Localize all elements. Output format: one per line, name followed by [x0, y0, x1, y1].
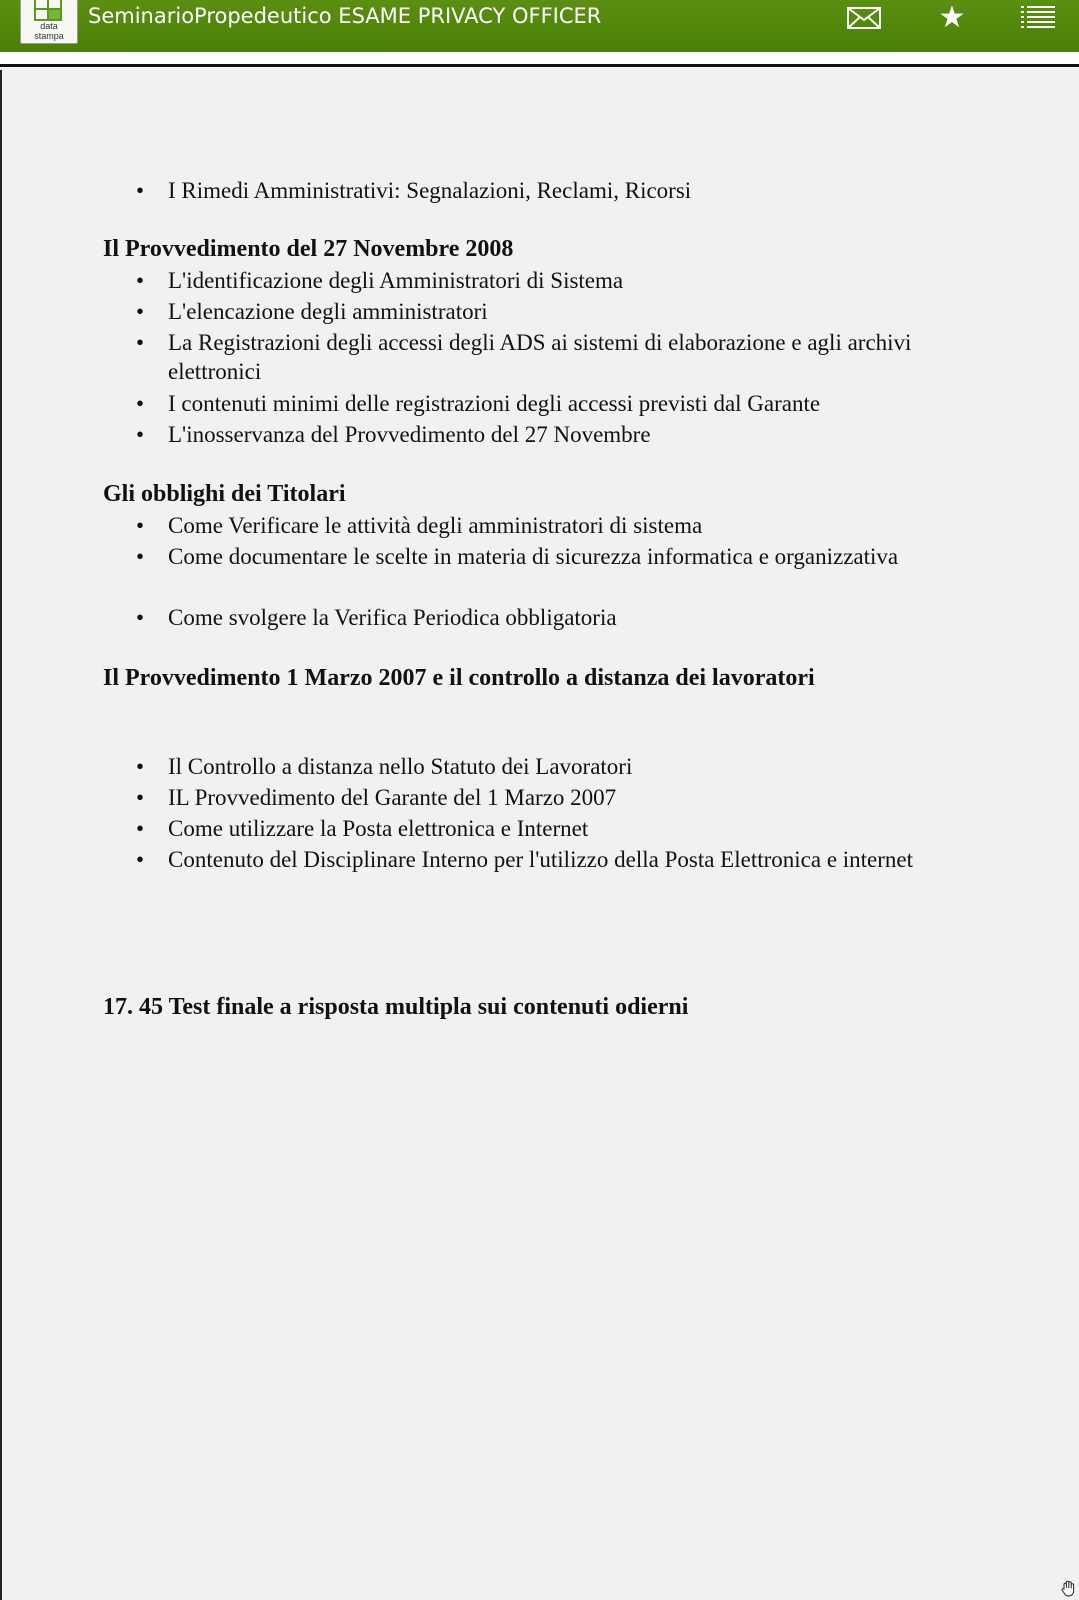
list-item: La Registrazioni degli accessi degli ADS ai sistemi di elaborazione e agli archivi elettronici: [168, 330, 912, 384]
final-test-line: 17. 45 Test finale a risposta multipla sui contenuti odierni: [103, 994, 689, 1020]
hand-cursor-icon: [1060, 1580, 1078, 1598]
logo-text-line2: stampa: [34, 31, 64, 41]
bullet: •: [136, 544, 145, 569]
list-item: Contenuto del Disciplinare Interno per l'utilizzo della Posta Elettronica e internet: [168, 847, 914, 872]
list-menu-icon: [1021, 5, 1055, 31]
list-item: L'identificazione degli Amministratori di Sistema: [168, 268, 624, 293]
section-heading: Il Provvedimento del 27 Novembre 2008: [103, 236, 514, 262]
list-item: Come svolgere la Verifica Periodica obbligatoria: [168, 605, 617, 630]
list-item: L'elencazione degli amministratori: [168, 299, 488, 324]
logo-text-line1: data: [40, 21, 58, 31]
bullet: •: [136, 754, 145, 779]
app-bar: [0, 0, 1079, 52]
bullet: •: [136, 785, 145, 810]
bullet: •: [136, 268, 145, 293]
list-item: I contenuti minimi delle registrazioni degli accessi previsti dal Garante: [168, 391, 821, 416]
bullet: •: [136, 816, 145, 841]
list-item: L'inosservanza del Provvedimento del 27 Novembre: [168, 422, 651, 447]
bullet: •: [136, 391, 145, 416]
list-item: Come utilizzare la Posta elettronica e Internet: [168, 816, 589, 841]
bullet: •: [136, 299, 145, 324]
bullet: •: [136, 422, 145, 447]
mail-button[interactable]: [838, 0, 890, 36]
bullet: •: [136, 513, 145, 538]
list-item: I Rimedi Amministrativi: Segnalazioni, Reclami, Ricorsi: [168, 178, 692, 203]
list-item: Il Controllo a distanza nello Statuto dei Lavoratori: [168, 754, 633, 779]
header-divider: [0, 52, 1079, 67]
section-heading: Il Provvedimento 1 Marzo 2007 e il controllo a distanza dei lavoratori: [103, 665, 815, 691]
bullet: •: [136, 178, 145, 203]
bullet: •: [136, 330, 145, 355]
list-item: Come Verificare le attività degli amministratori di sistema: [168, 513, 703, 538]
section-heading: Gli obblighi dei Titolari: [103, 481, 346, 507]
mail-icon: [847, 7, 881, 29]
bullet: •: [136, 605, 145, 630]
list-menu-button[interactable]: [1012, 0, 1064, 36]
app-title: SeminarioPropedeutico ESAME PRIVACY OFFICER: [88, 4, 602, 28]
list-item: IL Provvedimento del Garante del 1 Marzo 2007: [168, 785, 617, 810]
logo-squares-icon: [34, 0, 66, 22]
list-item: Come documentare le scelte in materia di sicurezza informatica e organizzativa: [168, 544, 899, 569]
favorite-button[interactable]: [926, 0, 978, 36]
star-icon: ★: [938, 0, 966, 35]
app-logo[interactable]: [20, 0, 78, 44]
bullet: •: [136, 847, 145, 872]
